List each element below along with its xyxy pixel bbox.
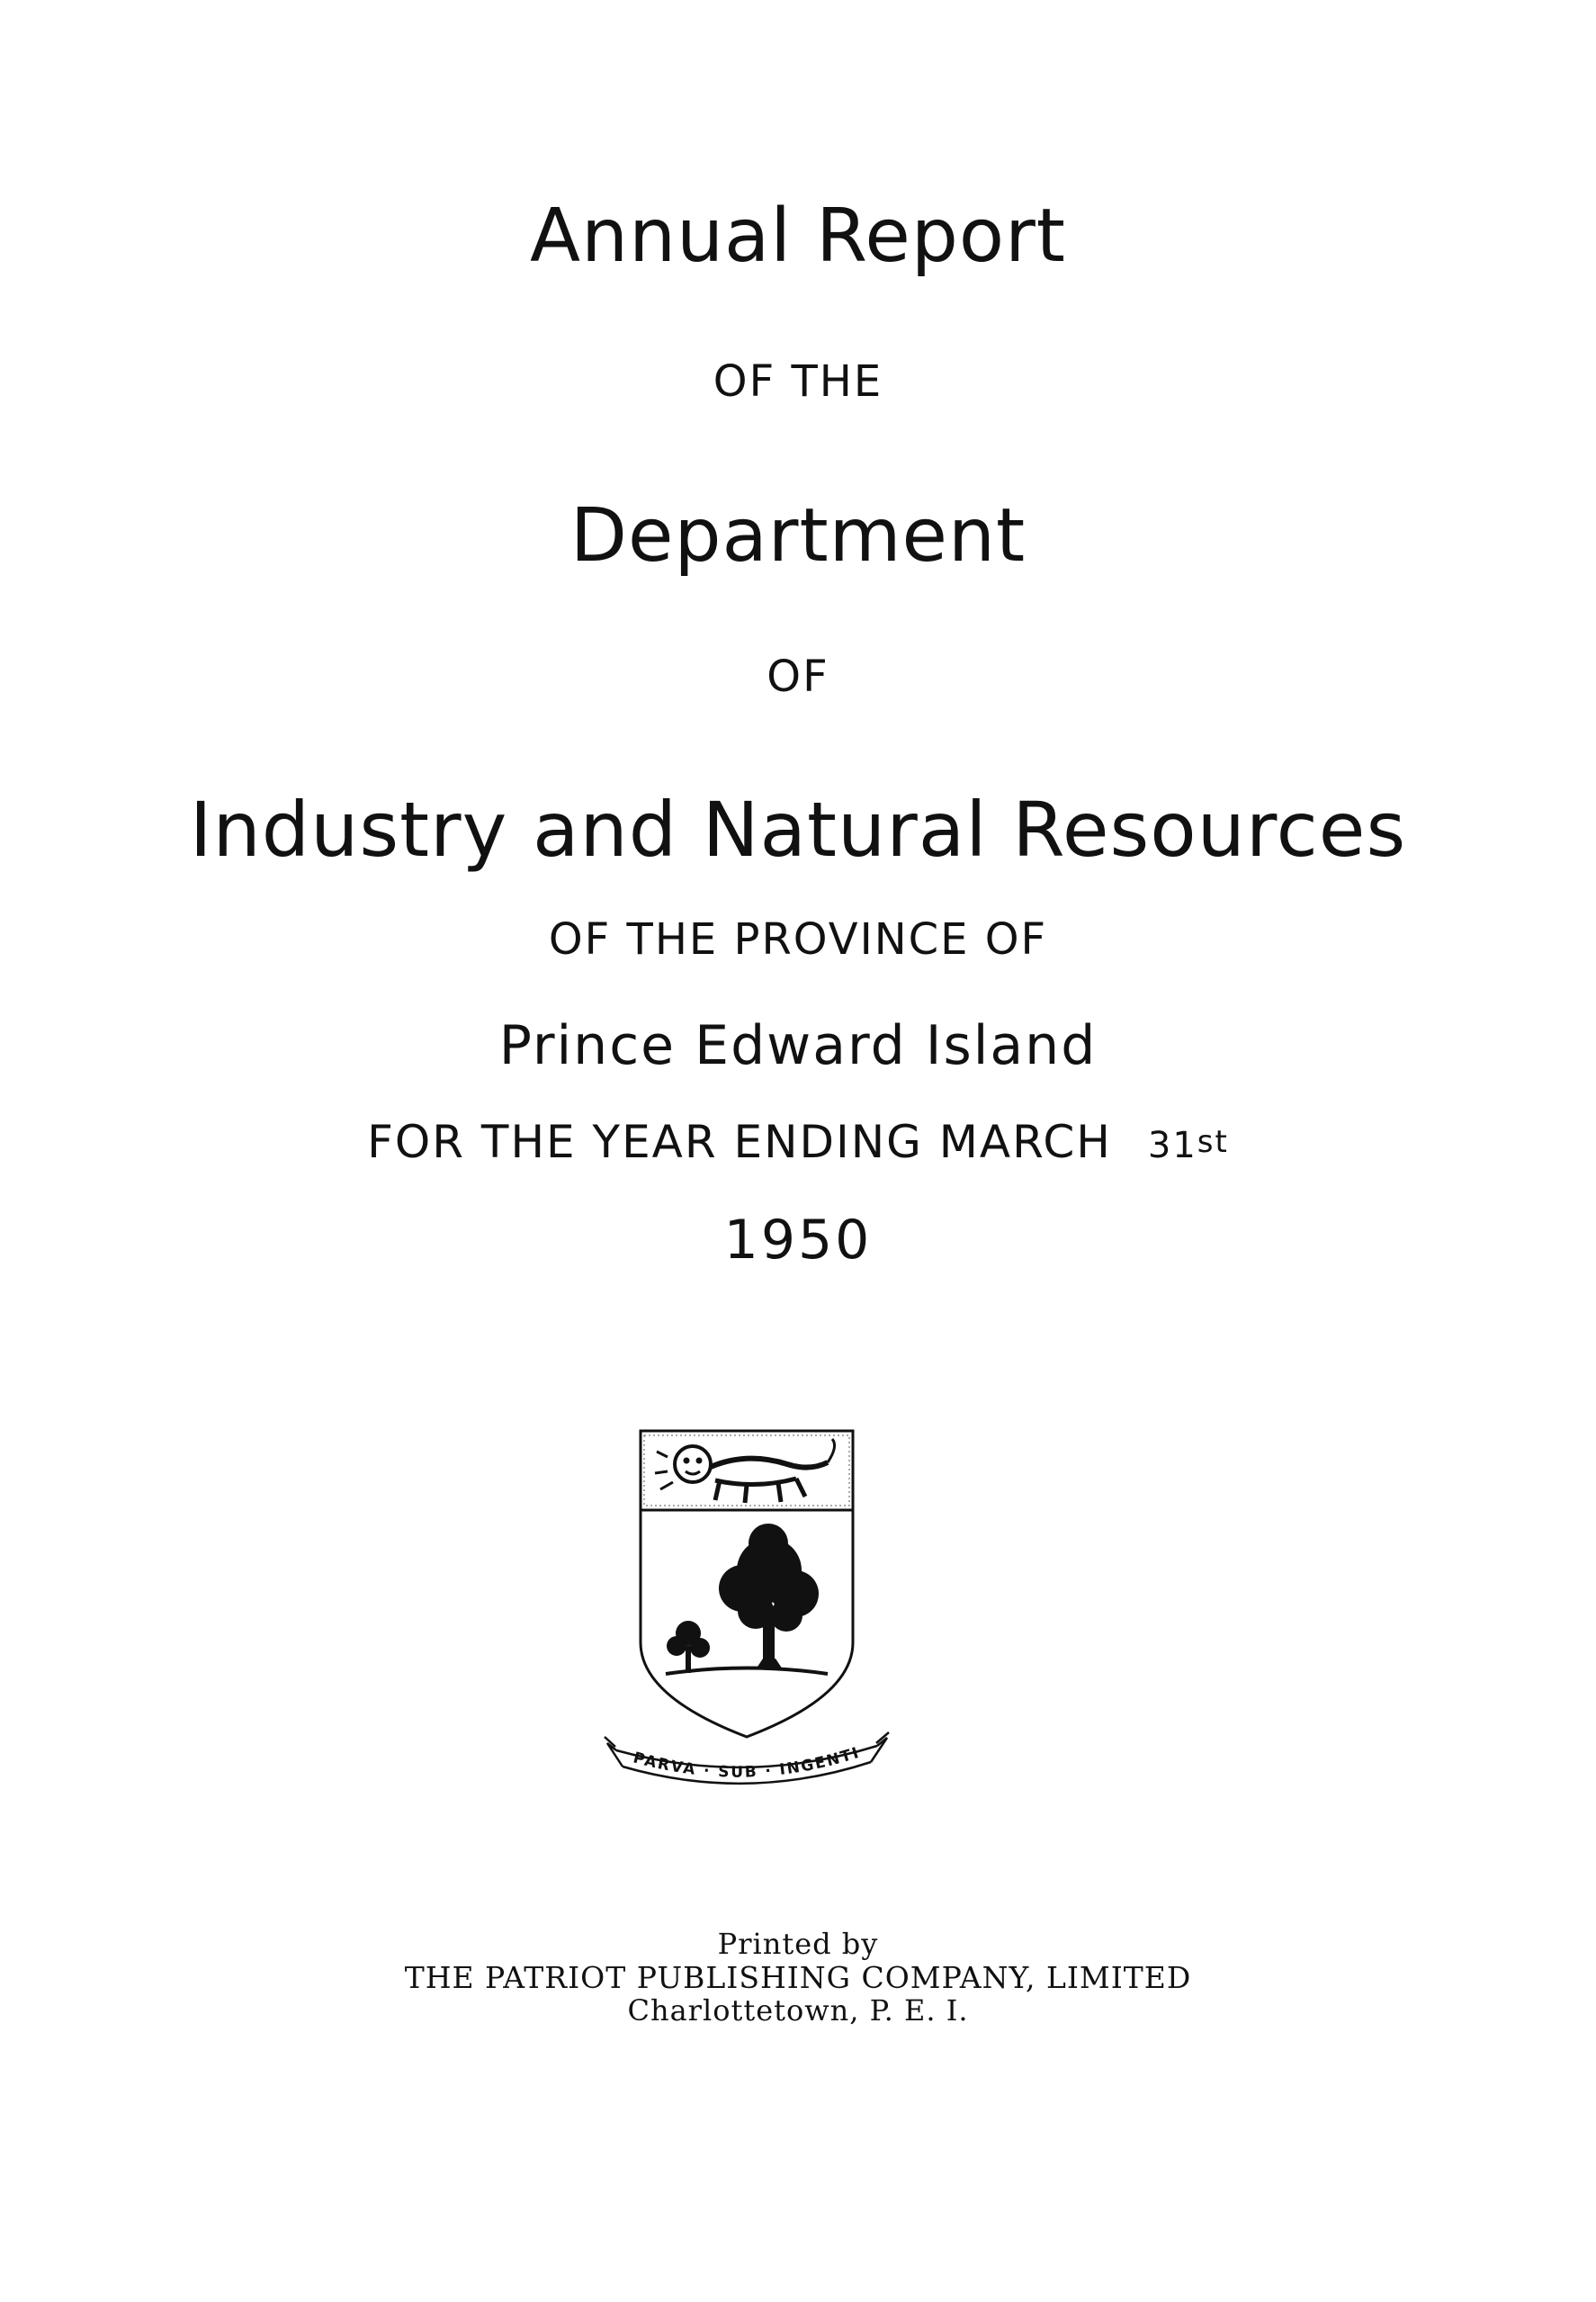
title-industry: Industry and Natural Resources (189, 786, 1407, 874)
title-annual-report: Annual Report (530, 193, 1066, 279)
title-department: Department (569, 493, 1027, 579)
year-ending-text: FOR THE YEAR ENDING MARCH (367, 1116, 1112, 1168)
title-prince-edward-island: Prince Edward Island (498, 1014, 1098, 1077)
title-of-the: OF THE (713, 356, 883, 407)
motto-text: PARVA · SUB · INGENTI (631, 1743, 863, 1782)
year-ending-day: 31 (1147, 1125, 1197, 1166)
title-year: 1950 (723, 1209, 873, 1272)
printer-location: Charlottetown, P. E. I. (627, 1993, 969, 2028)
year-ending-suffix: st (1197, 1124, 1229, 1160)
title-of-the-province-of: OF THE PROVINCE OF (548, 914, 1048, 965)
title-year-ending (0, 1116, 1596, 1168)
printer-name: THE PATRIOT PUBLISHING COMPANY, LIMITED (404, 1960, 1192, 1995)
coat-of-arms-crest (603, 1426, 891, 1786)
printed-by: Printed by (717, 1927, 879, 1961)
title-of: OF (767, 652, 829, 702)
